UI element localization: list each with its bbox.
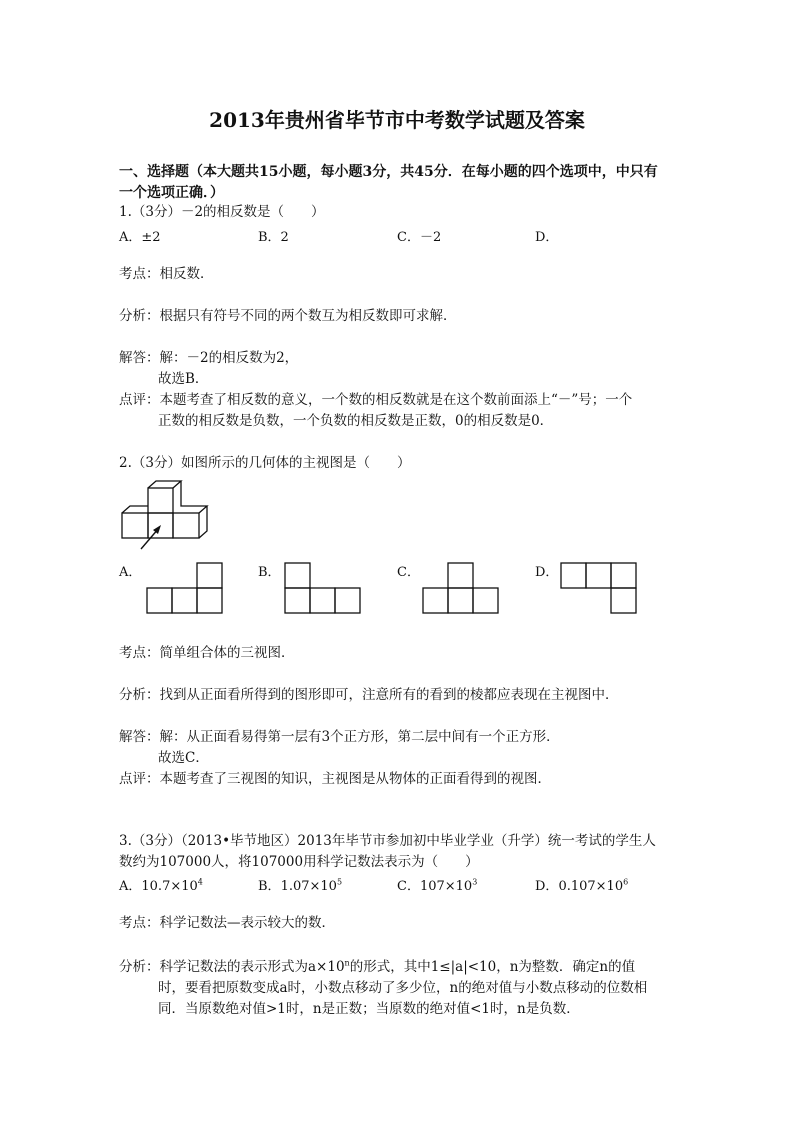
q2-dianping: 点评：本题考查了三视图的知识，主视图是从物体的正面看得到的视图． [119,771,551,787]
q1-option-d: D． [535,230,559,245]
q3-option-b: B．$1.07\times 10^5$ [258,877,343,894]
q1-stem: 1.（3分）－2的相反数是（ ） [119,204,325,220]
q2-solid-figure [118,480,214,552]
q3-fenxi-line3: 同．当原数绝对值>1时，n是正数；当原数的绝对值<1时，n是负数． [158,1001,580,1017]
q2-option-b-figure [284,561,364,615]
q1-option-a: A．±2 [119,230,161,245]
q3-fenxi-line2: 时，要看把原数变成a时，小数点移动了多少位，n的绝对值与小数点移动的位数相 [158,980,648,996]
q1-jieda-line2: 故选B． [158,371,209,387]
q1-kaodian: 考点：相反数． [119,266,214,282]
q2-kaodian: 考点：简单组合体的三视图． [119,645,295,661]
q2-option-b-label: B． [258,565,281,580]
q1-jieda-line1: 解答：解：－2的相反数为2， [119,350,299,366]
q3-option-a: A．$10.7\times 10^4$ [119,877,203,894]
page-title: 2013年贵州省毕节市中考数学试题及答案 [209,108,585,132]
q1-fenxi: 分析：根据只有符号不同的两个数互为相反数即可求解． [119,308,457,324]
q2-option-a-figure [146,561,226,615]
section-heading-line1: 一、选择题（本大题共15小题，每小题3分，共45分．在每小题的四个选项中，中只有 [119,164,658,180]
q3-option-c: C．$107\times 10^3$ [397,877,478,894]
q2-option-c-label: C． [397,565,420,580]
q2-option-a-label: A． [119,565,142,580]
q1-dianping-line1: 点评：本题考查了相反数的意义，一个数的相反数就是在这个数前面添上“－”号；一个 [119,392,633,408]
section-heading-line2: 一个选项正确．） [119,185,224,201]
q2-jieda-line2: 故选C． [158,750,209,766]
q1-option-b: B．2 [258,230,289,245]
q2-jieda-line1: 解答：解：从正面看易得第一层有3个正方形，第二层中间有一个正方形． [119,729,560,745]
q2-fenxi: 分析：找到从正面看所得到的图形即可，注意所有的看到的棱都应表现在主视图中． [119,687,619,703]
q3-kaodian: 考点：科学记数法—表示较大的数． [119,915,335,931]
q2-stem: 2.（3分）如图所示的几何体的主视图是（ ） [119,455,411,471]
q2-option-d-label: D． [535,565,559,580]
q1-dianping-line2: 正数的相反数是负数，一个负数的相反数是正数，0的相反数是0． [158,413,554,429]
q2-option-c-figure [422,561,502,615]
q3-stem-line2: 数约为107000人，将107000用科学记数法表示为（ ） [119,854,479,870]
q1-option-c: C．－2 [397,230,442,245]
q2-option-d-figure [560,561,640,615]
q3-stem-line1: 3.（3分）（2013•毕节地区）2013年毕节市参加初中毕业学业（升学）统一考试的学生人 [119,833,656,849]
q3-fenxi-line1: 分析：科学记数法的表示形式为$a\times 10^n$的形式，其中1≤|a|<10，n为整数．确定n的值 [119,958,636,975]
q3-option-d: D．$0.107\times 10^6$ [535,877,629,894]
